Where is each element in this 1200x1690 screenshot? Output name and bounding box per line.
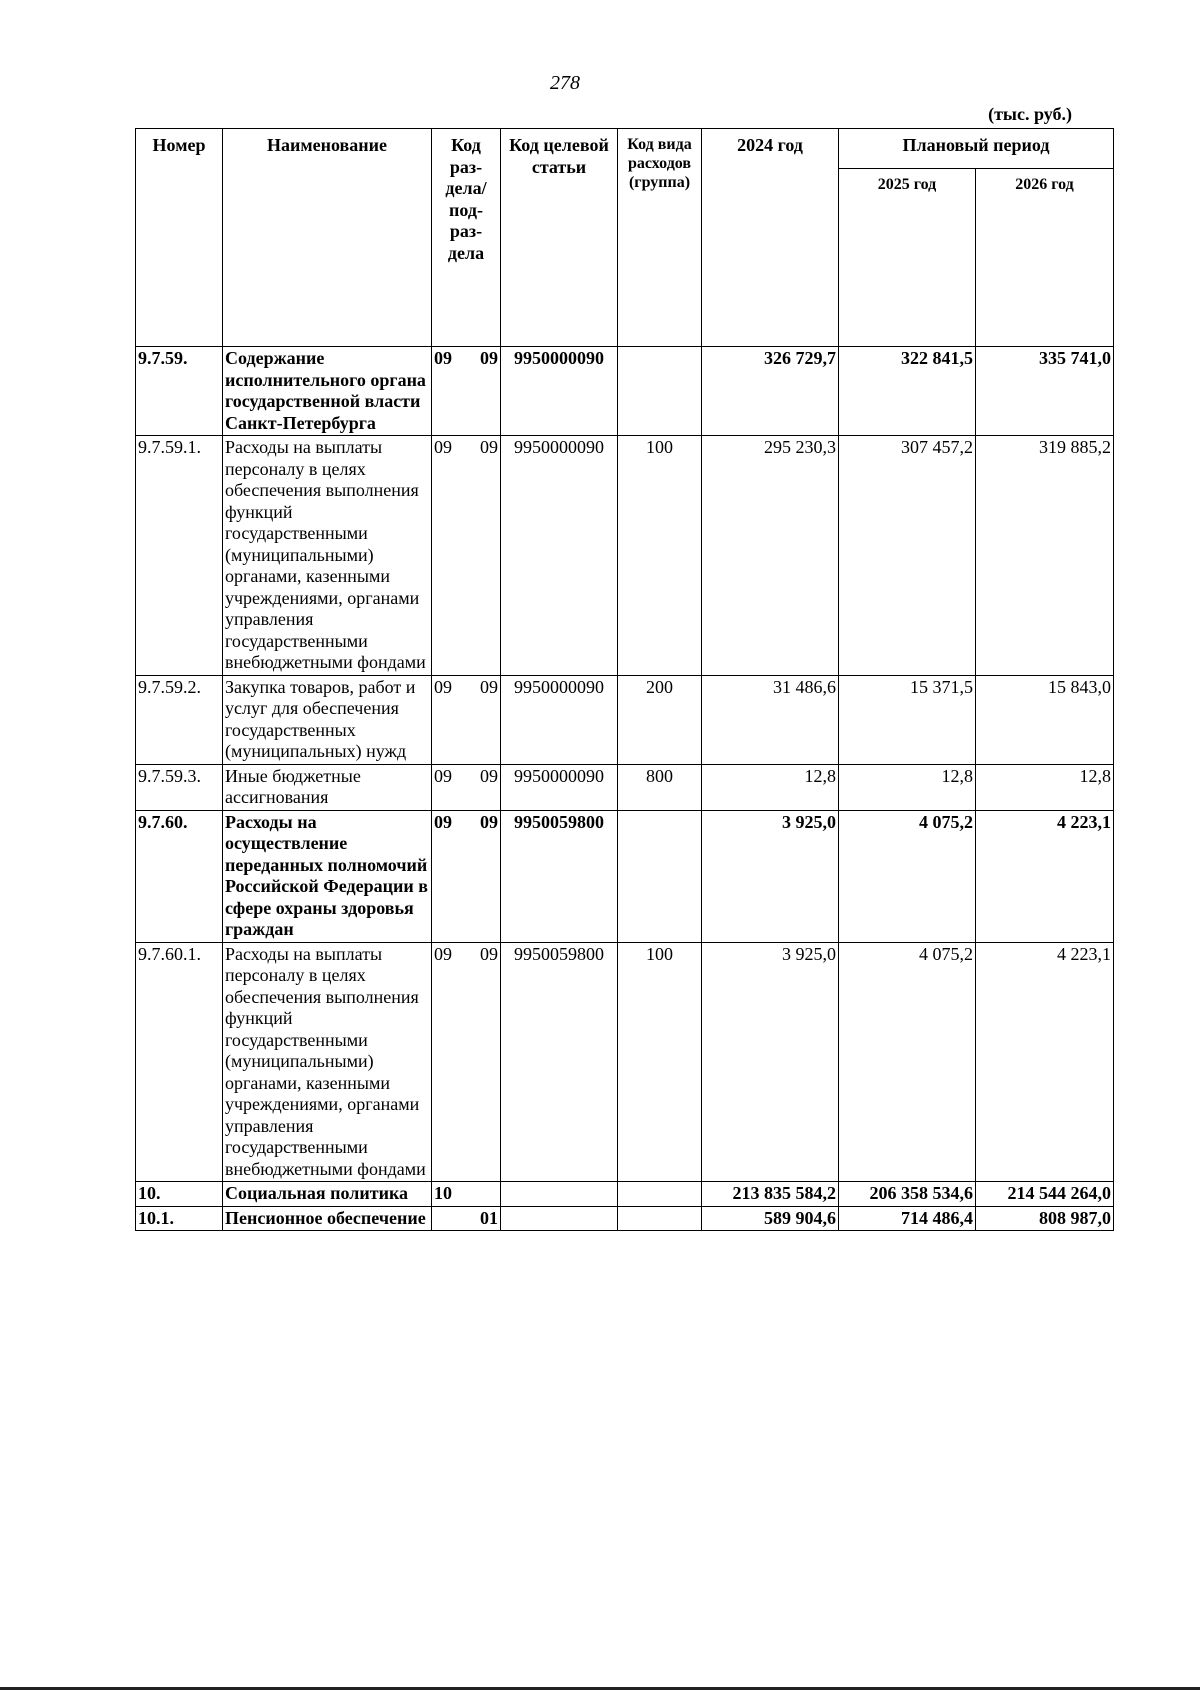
row-subsection-code: 09 [480, 676, 498, 697]
row-amount-2026: 808 987,0 [976, 1206, 1114, 1231]
row-amount-2025: 714 486,4 [839, 1206, 976, 1231]
header-vid: Код вида расходов (группа) [618, 129, 702, 347]
row-section-code: 09 [434, 437, 452, 457]
row-number: 9.7.59.1. [136, 436, 223, 676]
row-section-code: 09 [434, 943, 452, 964]
row-name: Пенсионное обеспечение [223, 1206, 432, 1231]
row-number: 10.1. [136, 1206, 223, 1231]
row-target-code: 9950000090 [501, 675, 618, 764]
row-target-code [501, 1182, 618, 1207]
header-name: Наименование [223, 129, 432, 347]
row-razdel [432, 347, 501, 436]
row-amount-2025: 4 075,2 [839, 942, 976, 1182]
row-target-code: 9950000090 [501, 436, 618, 676]
row-name: Иные бюджетные ассигнования [223, 764, 432, 810]
table-row [136, 810, 1114, 942]
header-planned-period: Плановый период [839, 129, 1114, 169]
row-amount-2024: 12,8 [702, 764, 839, 810]
row-amount-2025: 322 841,5 [839, 347, 976, 436]
row-number: 9.7.60.1. [136, 942, 223, 1182]
row-amount-2026: 335 741,0 [976, 347, 1114, 436]
row-razdel [432, 764, 501, 810]
row-expense-type: 100 [618, 942, 702, 1182]
table-row [136, 942, 1114, 1182]
table-body [136, 347, 1114, 1231]
row-number: 10. [136, 1182, 223, 1207]
row-number: 9.7.59. [136, 347, 223, 436]
row-razdel [432, 810, 501, 942]
header-2026: 2026 год [976, 169, 1114, 347]
row-section-code: 10 [434, 1183, 452, 1203]
row-amount-2024: 31 486,6 [702, 675, 839, 764]
row-target-code: 9950000090 [501, 764, 618, 810]
row-number: 9.7.59.3. [136, 764, 223, 810]
row-amount-2025: 15 371,5 [839, 675, 976, 764]
row-amount-2025: 4 075,2 [839, 810, 976, 942]
row-amount-2026: 15 843,0 [976, 675, 1114, 764]
row-section-code: 09 [434, 811, 452, 832]
row-expense-type [618, 1206, 702, 1231]
row-subsection-code: 09 [480, 765, 498, 786]
row-number: 9.7.59.2. [136, 675, 223, 764]
row-amount-2025: 307 457,2 [839, 436, 976, 676]
table-row [136, 347, 1114, 436]
row-razdel [432, 1182, 501, 1207]
row-expense-type: 100 [618, 436, 702, 676]
row-name: Расходы на выплаты персоналу в целях обеспечения выполнения функций государственными (муниципальными) органами, казенными учреждениями, органами управления государственными внебюджетными фондами [223, 436, 432, 676]
row-name: Расходы на выплаты персоналу в целях обеспечения выполнения функций государственными (муниципальными) органами, казенными учреждениями, органами управления государственными внебюджетными фондами [223, 942, 432, 1182]
header-number: Номер [136, 129, 223, 347]
row-target-code: 9950000090 [501, 347, 618, 436]
header-target: Код целевой статьи [501, 129, 618, 347]
row-amount-2024: 3 925,0 [702, 810, 839, 942]
row-razdel [432, 436, 501, 676]
row-target-code: 9950059800 [501, 942, 618, 1182]
row-amount-2024: 3 925,0 [702, 942, 839, 1182]
row-amount-2026: 4 223,1 [976, 942, 1114, 1182]
row-target-code [501, 1206, 618, 1231]
row-razdel [432, 1206, 501, 1231]
header-2025: 2025 год [839, 169, 976, 347]
row-expense-type [618, 347, 702, 436]
row-amount-2025: 206 358 534,6 [839, 1182, 976, 1207]
header-2024: 2024 год [702, 129, 839, 347]
row-expense-type [618, 810, 702, 942]
row-expense-type [618, 1182, 702, 1207]
row-amount-2024: 326 729,7 [702, 347, 839, 436]
budget-table [135, 128, 1114, 1231]
row-subsection-code: 09 [480, 943, 498, 964]
row-section-code: 09 [434, 765, 452, 786]
table-row [136, 436, 1114, 676]
row-section-code: 09 [434, 676, 452, 697]
table-row [136, 1206, 1114, 1231]
page-number: 278 [550, 72, 580, 94]
row-name: Социальная политика [223, 1182, 432, 1207]
row-subsection-code: 01 [480, 1207, 498, 1228]
row-section-code: 09 [434, 348, 452, 368]
row-expense-type: 200 [618, 675, 702, 764]
row-amount-2026: 12,8 [976, 764, 1114, 810]
row-amount-2026: 4 223,1 [976, 810, 1114, 942]
row-target-code: 9950059800 [501, 810, 618, 942]
row-amount-2026: 214 544 264,0 [976, 1182, 1114, 1207]
row-subsection-code: 09 [480, 348, 498, 368]
row-name: Закупка товаров, работ и услуг для обеспечения государственных (муниципальных) нужд [223, 675, 432, 764]
table-row [136, 675, 1114, 764]
units-label: (тыс. руб.) [988, 104, 1072, 124]
row-amount-2026: 319 885,2 [976, 436, 1114, 676]
row-amount-2024: 295 230,3 [702, 436, 839, 676]
row-amount-2024: 213 835 584,2 [702, 1182, 839, 1207]
row-razdel [432, 675, 501, 764]
table-row [136, 1182, 1114, 1207]
row-razdel [432, 942, 501, 1182]
row-number: 9.7.60. [136, 810, 223, 942]
row-amount-2024: 589 904,6 [702, 1206, 839, 1231]
header-row-top [136, 129, 1114, 169]
header-razdel: Код раз-дела/ под-раз-дела [432, 129, 501, 347]
row-subsection-code: 09 [480, 811, 498, 832]
row-name: Расходы на осуществление переданных полномочий Российской Федерации в сфере охраны здоровья граждан [223, 810, 432, 942]
row-subsection-code: 09 [480, 437, 498, 457]
row-name: Содержание исполнительного органа государственной власти Санкт-Петербурга [223, 347, 432, 436]
table-row [136, 764, 1114, 810]
row-amount-2025: 12,8 [839, 764, 976, 810]
row-expense-type: 800 [618, 764, 702, 810]
